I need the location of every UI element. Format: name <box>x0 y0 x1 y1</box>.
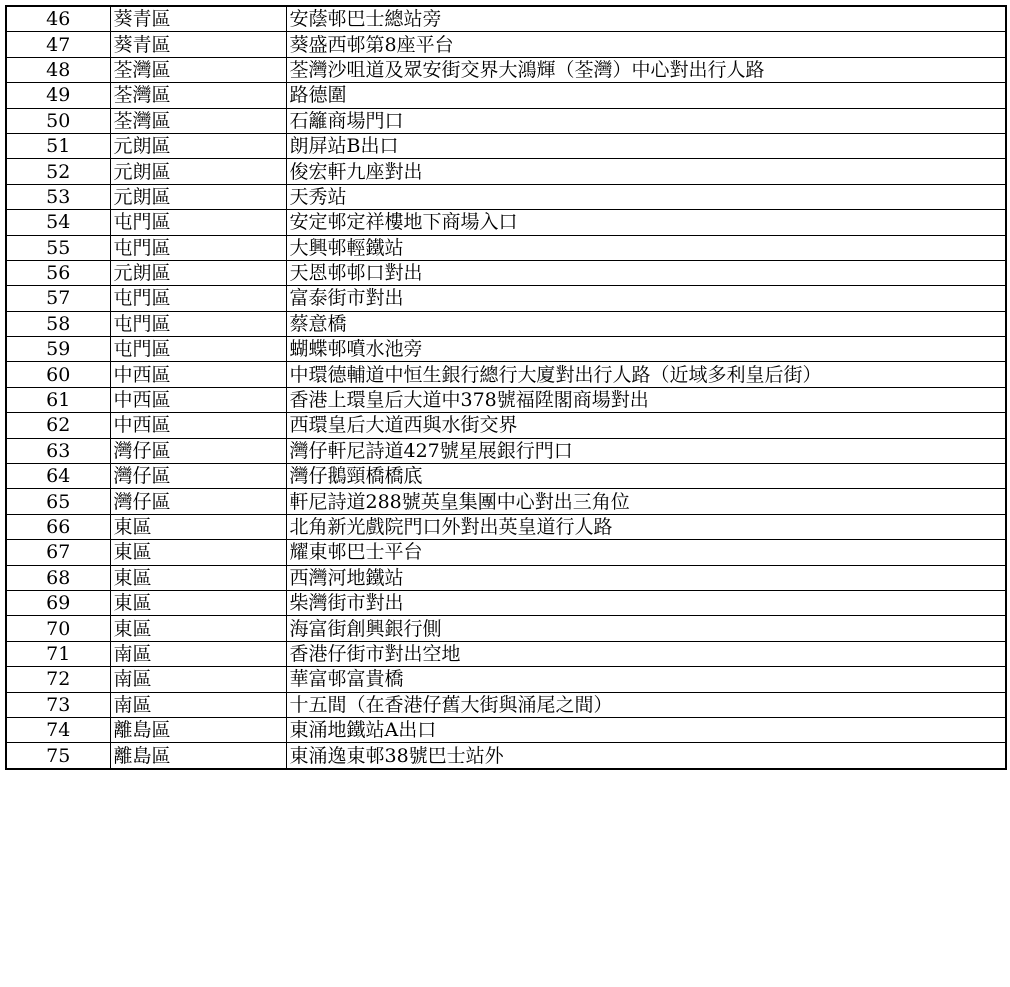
district-cell: 灣仔區 <box>110 438 286 463</box>
location-cell: 軒尼詩道288號英皇集團中心對出三角位 <box>286 489 1006 514</box>
row-number: 63 <box>6 438 110 463</box>
location-cell: 十五間（在香港仔舊大街與涌尾之間） <box>286 692 1006 717</box>
location-cell: 蝴蝶邨噴水池旁 <box>286 337 1006 362</box>
district-cell: 葵青區 <box>110 32 286 57</box>
table-row <box>6 641 1006 666</box>
table-row <box>6 159 1006 184</box>
location-cell: 大興邨輕鐵站 <box>286 235 1006 260</box>
table-row <box>6 83 1006 108</box>
location-cell: 灣仔軒尼詩道427號星展銀行門口 <box>286 438 1006 463</box>
row-number: 69 <box>6 590 110 615</box>
table-row <box>6 590 1006 615</box>
row-number: 62 <box>6 413 110 438</box>
table-row <box>6 438 1006 463</box>
district-cell: 離島區 <box>110 743 286 769</box>
location-cell: 俊宏軒九座對出 <box>286 159 1006 184</box>
location-cell: 北角新光戲院門口外對出英皇道行人路 <box>286 514 1006 539</box>
table-row <box>6 667 1006 692</box>
location-cell: 灣仔鵝頸橋橋底 <box>286 464 1006 489</box>
district-cell: 灣仔區 <box>110 489 286 514</box>
location-cell: 西環皇后大道西與水街交界 <box>286 413 1006 438</box>
location-cell: 富泰街市對出 <box>286 286 1006 311</box>
row-number: 50 <box>6 108 110 133</box>
district-cell: 離島區 <box>110 717 286 742</box>
row-number: 58 <box>6 311 110 336</box>
location-cell: 香港上環皇后大道中378號福陞閣商場對出 <box>286 387 1006 412</box>
row-number: 52 <box>6 159 110 184</box>
row-number: 74 <box>6 717 110 742</box>
district-cell: 東區 <box>110 540 286 565</box>
row-number: 64 <box>6 464 110 489</box>
location-cell: 安定邨定祥樓地下商場入口 <box>286 210 1006 235</box>
row-number: 46 <box>6 6 110 32</box>
table-row <box>6 489 1006 514</box>
district-cell: 元朗區 <box>110 133 286 158</box>
location-cell: 安蔭邨巴士總站旁 <box>286 6 1006 32</box>
district-cell: 東區 <box>110 616 286 641</box>
table-row <box>6 286 1006 311</box>
row-number: 49 <box>6 83 110 108</box>
location-cell: 海富街創興銀行側 <box>286 616 1006 641</box>
location-cell: 柴灣街市對出 <box>286 590 1006 615</box>
location-cell: 路德圍 <box>286 83 1006 108</box>
district-cell: 屯門區 <box>110 235 286 260</box>
location-cell: 天秀站 <box>286 184 1006 209</box>
location-cell: 荃灣沙咀道及眾安街交界大鴻輝（荃灣）中心對出行人路 <box>286 57 1006 82</box>
row-number: 68 <box>6 565 110 590</box>
row-number: 67 <box>6 540 110 565</box>
row-number: 48 <box>6 57 110 82</box>
district-cell: 南區 <box>110 667 286 692</box>
table-row <box>6 540 1006 565</box>
table-row <box>6 6 1006 32</box>
district-cell: 中西區 <box>110 362 286 387</box>
row-number: 71 <box>6 641 110 666</box>
table-row <box>6 464 1006 489</box>
table-row <box>6 616 1006 641</box>
location-cell: 香港仔街市對出空地 <box>286 641 1006 666</box>
row-number: 65 <box>6 489 110 514</box>
table-row <box>6 743 1006 769</box>
row-number: 75 <box>6 743 110 769</box>
table-row <box>6 133 1006 158</box>
district-cell: 元朗區 <box>110 260 286 285</box>
row-number: 73 <box>6 692 110 717</box>
district-cell: 屯門區 <box>110 210 286 235</box>
district-cell: 灣仔區 <box>110 464 286 489</box>
district-cell: 東區 <box>110 514 286 539</box>
row-number: 55 <box>6 235 110 260</box>
table-row <box>6 235 1006 260</box>
row-number: 57 <box>6 286 110 311</box>
table-row <box>6 57 1006 82</box>
table-row <box>6 692 1006 717</box>
district-cell: 東區 <box>110 565 286 590</box>
location-cell: 天恩邨邨口對出 <box>286 260 1006 285</box>
location-cell: 蔡意橋 <box>286 311 1006 336</box>
table-row <box>6 210 1006 235</box>
row-number: 60 <box>6 362 110 387</box>
district-cell: 東區 <box>110 590 286 615</box>
table-row <box>6 337 1006 362</box>
district-cell: 南區 <box>110 692 286 717</box>
row-number: 66 <box>6 514 110 539</box>
table-row <box>6 32 1006 57</box>
row-number: 54 <box>6 210 110 235</box>
district-cell: 元朗區 <box>110 159 286 184</box>
row-number: 59 <box>6 337 110 362</box>
district-cell: 中西區 <box>110 387 286 412</box>
location-cell: 朗屏站B出口 <box>286 133 1006 158</box>
row-number: 51 <box>6 133 110 158</box>
location-cell: 中環德輔道中恒生銀行總行大廈對出行人路（近域多利皇后街） <box>286 362 1006 387</box>
location-cell: 石籬商場門口 <box>286 108 1006 133</box>
table-row <box>6 717 1006 742</box>
location-cell: 東涌逸東邨38號巴士站外 <box>286 743 1006 769</box>
table-row <box>6 514 1006 539</box>
table-row <box>6 108 1006 133</box>
district-cell: 葵青區 <box>110 6 286 32</box>
row-number: 61 <box>6 387 110 412</box>
row-number: 53 <box>6 184 110 209</box>
location-table <box>5 5 1007 770</box>
district-cell: 屯門區 <box>110 337 286 362</box>
row-number: 70 <box>6 616 110 641</box>
table-row <box>6 387 1006 412</box>
district-cell: 中西區 <box>110 413 286 438</box>
district-cell: 荃灣區 <box>110 83 286 108</box>
table-row <box>6 311 1006 336</box>
table-row <box>6 565 1006 590</box>
district-cell: 荃灣區 <box>110 57 286 82</box>
row-number: 56 <box>6 260 110 285</box>
location-cell: 西灣河地鐵站 <box>286 565 1006 590</box>
district-cell: 南區 <box>110 641 286 666</box>
location-cell: 葵盛西邨第8座平台 <box>286 32 1006 57</box>
table-row <box>6 184 1006 209</box>
row-number: 72 <box>6 667 110 692</box>
district-cell: 元朗區 <box>110 184 286 209</box>
location-cell: 華富邨富貴橋 <box>286 667 1006 692</box>
district-cell: 屯門區 <box>110 311 286 336</box>
table-row <box>6 362 1006 387</box>
location-cell: 耀東邨巴士平台 <box>286 540 1006 565</box>
table-row <box>6 260 1006 285</box>
table-row <box>6 413 1006 438</box>
row-number: 47 <box>6 32 110 57</box>
district-cell: 荃灣區 <box>110 108 286 133</box>
location-cell: 東涌地鐵站A出口 <box>286 717 1006 742</box>
table-body <box>6 6 1006 769</box>
district-cell: 屯門區 <box>110 286 286 311</box>
